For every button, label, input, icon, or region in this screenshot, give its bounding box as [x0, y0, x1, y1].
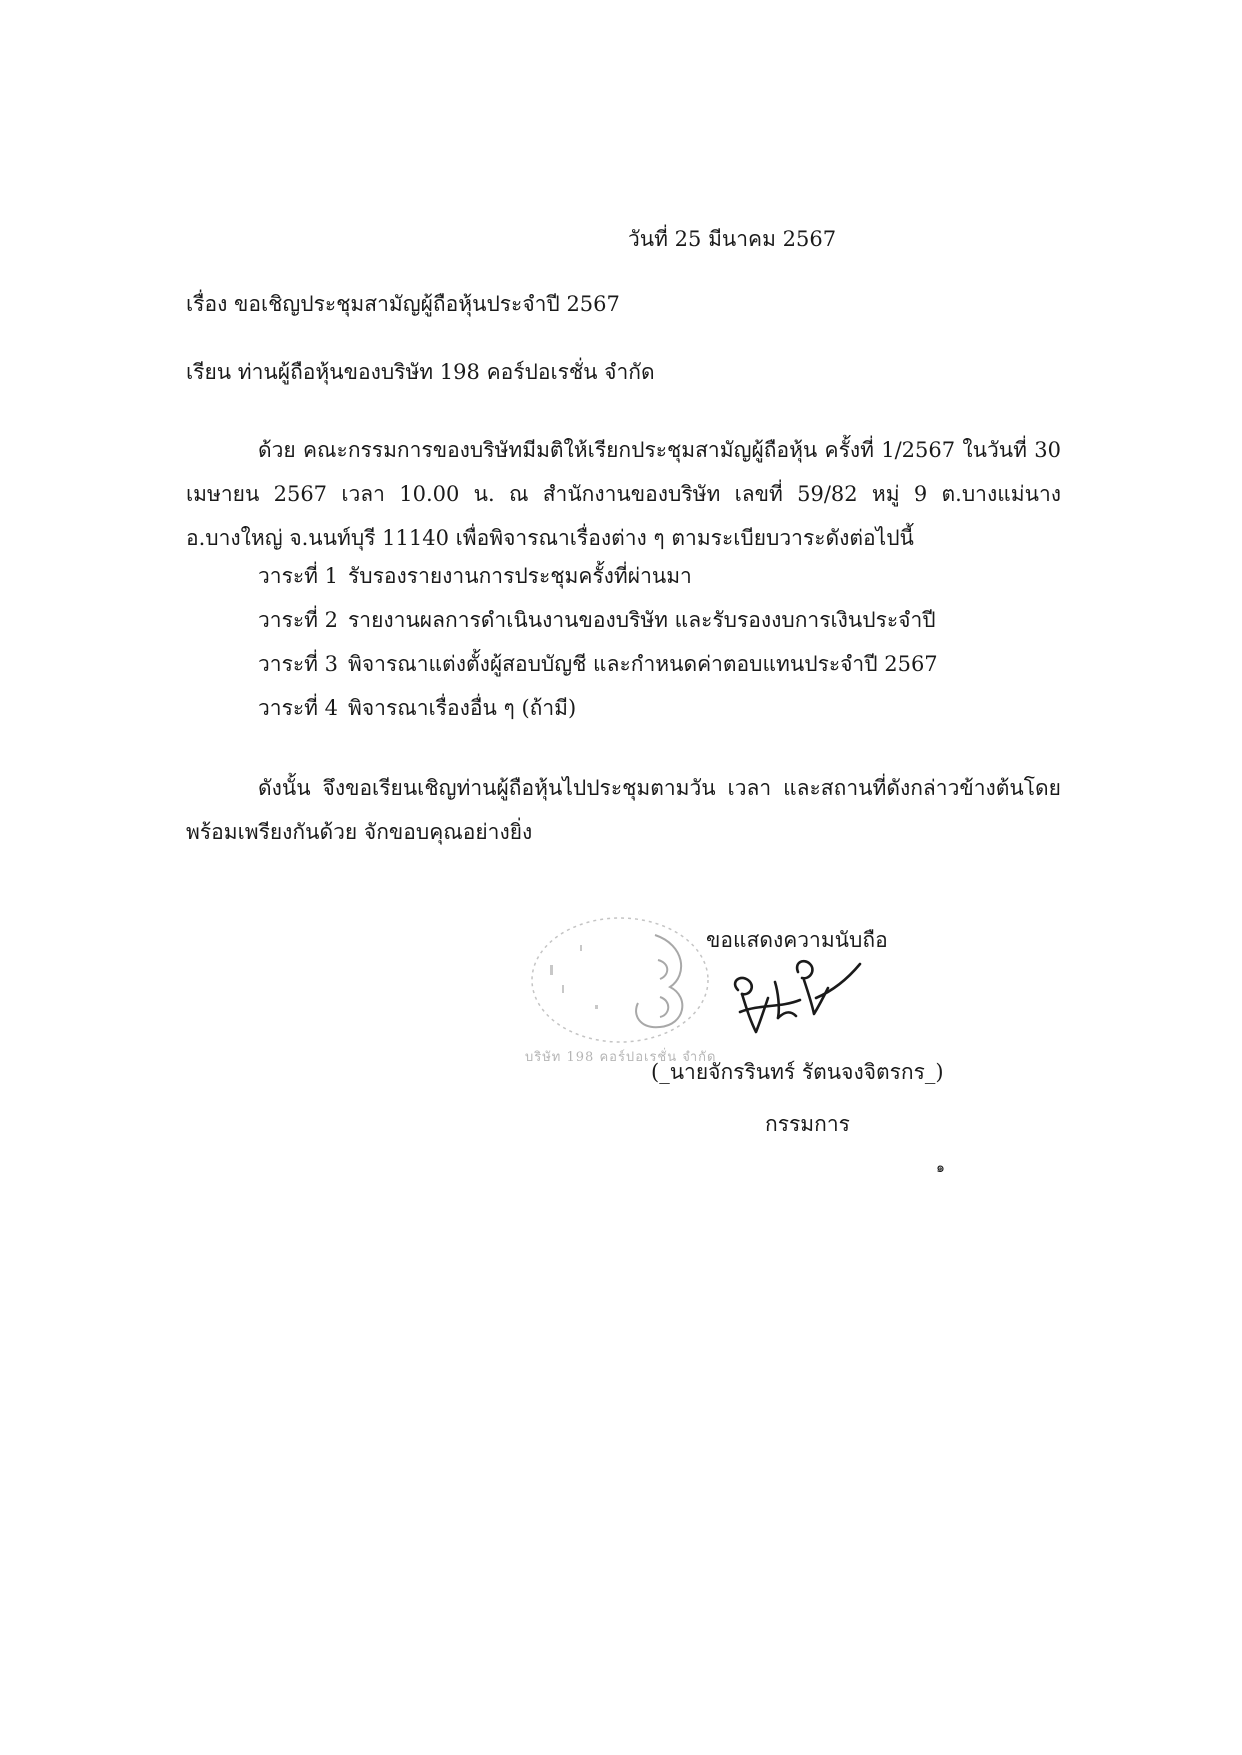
- signatory-position: กรรมการ: [765, 1112, 850, 1136]
- letter-closing-paragraph: ดังนั้น จึงขอเรียนเชิญท่านผู้ถือหุ้นไปประชุมตามวัน เวลา และสถานที่ดังกล่าวข้างต้นโดยพร้อมเพรียงกันด้วย จักขอบคุณอย่างยิ่ง: [186, 776, 1061, 844]
- agenda-item-number: วาระที่ 3: [258, 652, 339, 676]
- agenda-item-number: วาระที่ 1: [258, 564, 339, 588]
- agenda-item-text: พิจารณาแต่งตั้งผู้สอบบัญชี และกำหนดค่าตอบแทนประจำปี 2567: [348, 652, 938, 676]
- agenda-item-number: วาระที่ 4: [258, 696, 339, 720]
- agenda-item: [258, 642, 938, 686]
- handwritten-signature-icon: [720, 952, 870, 1042]
- letter-regards: ขอแสดงความนับถือ: [706, 928, 888, 952]
- letter-addressee: เรียน ท่านผู้ถือหุ้นของบริษัท 198 คอร์ปอเรชั่น จำกัด: [186, 360, 655, 384]
- agenda-item-number: วาระที่ 2: [258, 608, 339, 632]
- agenda-item-text: พิจารณาเรื่องอื่น ๆ (ถ้ามี): [348, 696, 577, 720]
- agenda-item: [258, 598, 938, 642]
- company-stamp-text: บริษัท 198 คอร์ปอเรชั่น จำกัด: [525, 1050, 717, 1065]
- agenda-item: [258, 554, 938, 598]
- letter-date: วันที่ 25 มีนาคม 2567: [628, 227, 837, 251]
- page-mark: ๑: [936, 1160, 945, 1176]
- agenda-item: [258, 686, 938, 730]
- agenda-item-text: รายงานผลการดำเนินงานของบริษัท และรับรองงบการเงินประจำปี: [348, 608, 936, 632]
- letter-subject: เรื่อง ขอเชิญประชุมสามัญผู้ถือหุ้นประจำปี 2567: [186, 292, 620, 316]
- letter-body-paragraph: ด้วย คณะกรรมการของบริษัทมีมติให้เรียกประชุมสามัญผู้ถือหุ้น ครั้งที่ 1/2567 ในวันที่ 30 เมษายน 2567 เวลา 10.00 น. ณ สำนักงานของบริษัท เลขที่ 59/82 หมู่ 9 ต.บางแม่นาง อ.บางใหญ่ จ.นนท์บุรี 11140 เพื่อพิจารณาเรื่องต่าง ๆ ตามระเบียบวาระดังต่อไปนี้: [186, 438, 1061, 550]
- agenda-item-text: รับรองรายงานการประชุมครั้งที่ผ่านมา: [348, 564, 692, 588]
- agenda-list: [258, 554, 938, 730]
- signatory-name: (_นายจักรรินทร์ รัตนจงจิตรกร_): [651, 1060, 944, 1084]
